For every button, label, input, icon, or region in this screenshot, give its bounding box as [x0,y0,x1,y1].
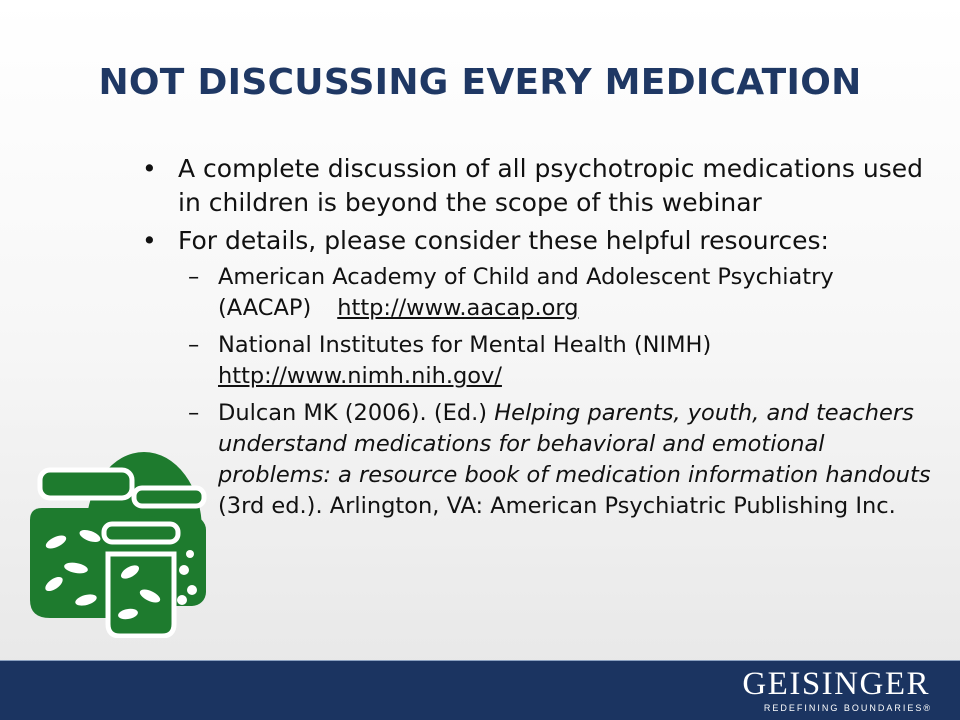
citation-title: Helping parents, youth, and teachers understand medications for behavioral and emotional problems: a resource book of medication information handouts [218,400,931,488]
footer-bar [0,660,960,720]
dash-marker: – [188,332,200,358]
resource-text: American Academy of Child and Adolescent Psychiatry (AACAP) [218,264,834,321]
bullet-text: For details, please consider these helpful resources: [178,226,829,255]
bullet-item [142,152,932,220]
resource-item [142,330,932,392]
resource-item [142,262,932,324]
bullet-text: A complete discussion of all psychotropic medications used in children is beyond the scope of this webinar [178,154,923,217]
bullet-marker: • [142,154,157,183]
citation-publisher: (3rd ed.). Arlington, VA: American Psychiatric Publishing Inc. [218,493,896,519]
bullet-marker: • [142,226,157,255]
aacap-link[interactable]: http://www.aacap.org [337,295,579,321]
logo-tagline: REDEFINING BOUNDARIES® [763,703,932,713]
dash-marker: – [188,264,200,290]
geisinger-logo: GEISINGER [742,666,930,702]
medication-bottles-icon [26,450,216,638]
citation-author: Dulcan MK (2006). (Ed.) [218,400,495,426]
dash-marker: – [188,400,200,426]
slide-content [142,152,932,528]
nimh-link[interactable]: http://www.nimh.nih.gov/ [218,363,502,389]
resource-text: National Institutes for Mental Health (NIMH) [218,332,712,358]
bullet-item [142,224,932,258]
resource-item [142,398,932,522]
slide-title: NOT DISCUSSING EVERY MEDICATION [98,62,862,103]
